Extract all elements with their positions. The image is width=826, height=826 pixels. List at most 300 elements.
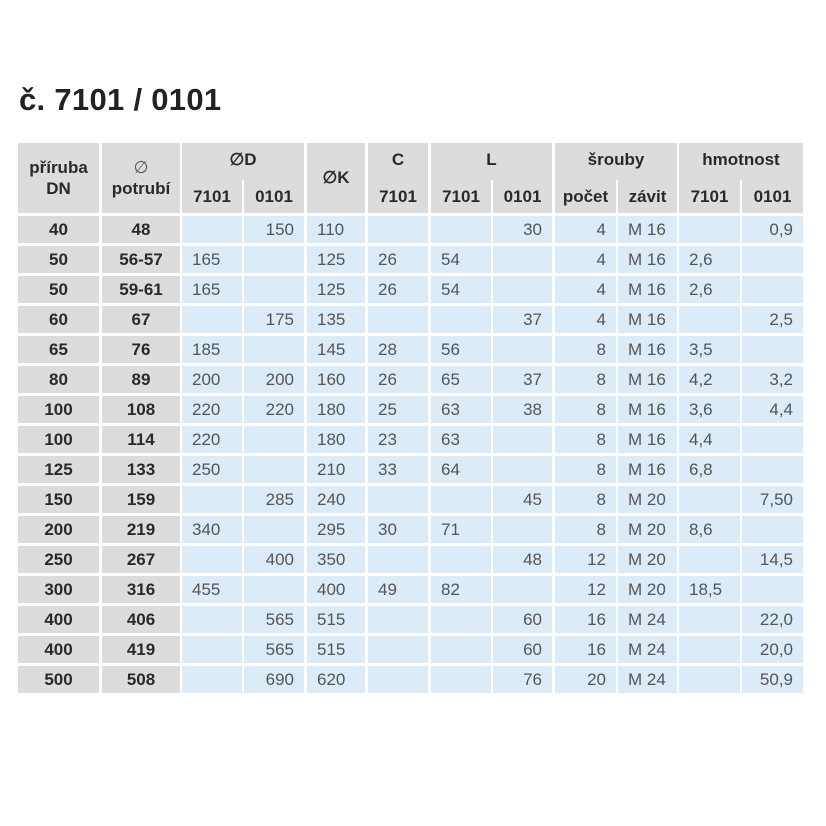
cell-value: 300 [44,579,73,599]
cell-d0101 [244,276,304,303]
header-d-0101: 0101 [255,187,293,206]
header-c-7101: 7101 [379,187,417,206]
cell-c7101 [368,276,428,303]
cell-value: 690 [265,669,294,689]
header-k-label: ∅K [322,168,350,187]
cell-value: 38 [523,399,542,419]
cell-dn [18,276,99,303]
cell-m7101 [679,516,740,543]
cell-potrubi [102,486,180,513]
cell-m7101 [679,486,740,513]
cell-value: 30 [523,219,542,239]
cell-value: 515 [317,609,346,629]
cell-dn [18,486,99,513]
cell-d0101 [244,546,304,573]
cell-l7101 [431,216,491,243]
cell-value: 48 [131,219,151,239]
cell-m0101 [742,606,803,633]
cell-l0101 [493,426,552,453]
cell-value: M 20 [628,579,666,599]
cell-potrubi [102,576,180,603]
cell-value: 60 [523,609,542,629]
cell-l7101 [431,516,491,543]
cell-value: 50 [49,249,68,269]
header-potrubi-label: potrubí [111,179,171,198]
cell-value: 76 [131,339,151,359]
cell-c7101 [368,636,428,663]
cell-value: 165 [192,279,221,299]
cell-value: 455 [192,579,221,599]
cell-zavit [618,336,677,363]
cell-pocet [555,486,616,513]
cell-value: 26 [378,279,397,299]
cell-value: M 16 [628,459,666,479]
cell-m7101 [679,576,740,603]
cell-value: 159 [126,489,156,509]
cell-potrubi [102,636,180,663]
diameter-symbol-icon: ∅ [133,158,149,177]
cell-value: M 16 [628,279,666,299]
cell-value: 33 [378,459,397,479]
cell-value: 3,2 [769,369,793,389]
cell-dn [18,576,99,603]
cell-value: 8 [596,429,606,449]
cell-d7101 [182,306,242,333]
cell-value: 100 [44,399,73,419]
cell-value: 316 [126,579,156,599]
cell-value: 4 [596,219,606,239]
cell-m7101 [679,216,740,243]
cell-value: 26 [378,249,397,269]
cell-pocet [555,576,616,603]
cell-dn [18,666,99,693]
cell-value: 180 [317,429,346,449]
cell-m0101 [742,546,803,573]
cell-potrubi [102,426,180,453]
cell-value: 45 [523,489,542,509]
cell-value: 67 [131,309,151,329]
cell-dn [18,396,99,423]
cell-value: 63 [441,429,460,449]
cell-k [307,276,365,303]
cell-potrubi [102,216,180,243]
cell-d7101 [182,426,242,453]
cell-k [307,216,365,243]
header-priruba-label: příruba [29,158,88,177]
cell-value: 419 [126,639,156,659]
cell-value: 4,4 [769,399,793,419]
header-pipe-diameter [102,143,180,213]
cell-value: 8 [596,489,606,509]
header-weight-0101: 0101 [753,187,792,206]
cell-value: 40 [49,219,68,239]
cell-d7101 [182,606,242,633]
cell-d7101 [182,396,242,423]
cell-l0101 [493,366,552,393]
cell-l0101 [493,576,552,603]
cell-potrubi [102,336,180,363]
cell-zavit [618,276,677,303]
cell-value: 56 [441,339,460,359]
cell-value: 220 [192,429,221,449]
cell-k [307,306,365,333]
cell-potrubi [102,666,180,693]
cell-d0101 [244,396,304,423]
cell-m0101 [742,456,803,483]
cell-value: 8 [596,369,606,389]
cell-zavit [618,606,677,633]
cell-pocet [555,426,616,453]
cell-value: 150 [44,489,73,509]
cell-value: 71 [441,519,460,539]
cell-value: 267 [126,549,156,569]
cell-c7101 [368,486,428,513]
cell-zavit [618,516,677,543]
cell-potrubi [102,396,180,423]
cell-d7101 [182,246,242,273]
cell-value: M 24 [628,639,666,659]
cell-c7101 [368,456,428,483]
cell-value: 3,5 [689,339,713,359]
cell-c7101 [368,426,428,453]
cell-value: M 16 [628,429,666,449]
cell-value: 114 [127,429,155,449]
cell-l7101 [431,486,491,513]
cell-k [307,456,365,483]
cell-value: M 16 [628,249,666,269]
cell-zavit [618,306,677,333]
cell-zavit [618,576,677,603]
cell-k [307,606,365,633]
cell-value: 8 [596,519,606,539]
cell-pocet [555,516,616,543]
cell-m7101 [679,366,740,393]
cell-c7101 [368,606,428,633]
cell-value: 175 [265,309,294,329]
cell-c7101 [368,246,428,273]
cell-value: 22,0 [759,609,793,629]
cell-l0101 [493,456,552,483]
cell-value: 82 [441,579,460,599]
cell-l0101 [493,396,552,423]
cell-m0101 [742,306,803,333]
cell-value: 65 [49,339,68,359]
cell-value: 16 [587,609,606,629]
cell-pocet [555,306,616,333]
cell-c7101 [368,516,428,543]
cell-d0101 [244,606,304,633]
cell-l0101 [493,306,552,333]
cell-value: 620 [317,669,346,689]
cell-d0101 [244,516,304,543]
cell-l0101 [493,246,552,273]
cell-value: 515 [317,639,346,659]
cell-value: 25 [378,399,397,419]
cell-l7101 [431,606,491,633]
cell-value: 4 [596,309,606,329]
cell-value: 180 [317,399,346,419]
cell-d7101 [182,636,242,663]
cell-value: M 16 [628,369,666,389]
cell-value: 133 [126,459,156,479]
cell-l7101 [431,636,491,663]
page-title: č. 7101 / 0101 [19,82,222,117]
cell-m7101 [679,456,740,483]
cell-value: 565 [265,609,294,629]
cell-value: 2,6 [689,249,713,269]
cell-value: 37 [523,309,542,329]
cell-l0101 [493,276,552,303]
cell-l7101 [431,246,491,273]
cell-value: 14,5 [759,549,793,569]
header-dn-label: DN [46,179,71,198]
cell-value: 565 [265,639,294,659]
cell-l0101 [493,516,552,543]
cell-value: 63 [441,399,460,419]
cell-l0101 [493,486,552,513]
cell-m0101 [742,576,803,603]
cell-k [307,366,365,393]
cell-d0101 [244,366,304,393]
cell-pocet [555,336,616,363]
cell-pocet [555,606,616,633]
cell-potrubi [102,306,180,333]
cell-value: 185 [192,339,221,359]
cell-value: 12 [587,549,606,569]
cell-d7101 [182,486,242,513]
cell-value: 125 [44,459,73,479]
cell-dn [18,366,99,393]
header-l-0101: 0101 [503,187,542,206]
cell-d7101 [182,216,242,243]
cell-d7101 [182,366,242,393]
cell-value: 150 [265,219,294,239]
cell-l7101 [431,426,491,453]
cell-m7101 [679,666,740,693]
cell-value: 400 [44,639,73,659]
cell-value: 23 [378,429,397,449]
cell-value: 60 [523,639,542,659]
header-bolts-label: šrouby [587,150,645,169]
cell-value: 160 [317,369,346,389]
cell-value: 6,8 [689,459,713,479]
cell-l0101 [493,606,552,633]
cell-d7101 [182,546,242,573]
cell-value: 8 [596,339,606,359]
cell-dn [18,456,99,483]
cell-dn [18,306,99,333]
cell-d0101 [244,456,304,483]
cell-value: 7,50 [759,489,793,509]
cell-m7101 [679,276,740,303]
cell-l7101 [431,576,491,603]
cell-value: M 24 [628,669,666,689]
cell-value: 49 [378,579,397,599]
cell-value: 220 [192,399,221,419]
cell-d0101 [244,336,304,363]
cell-c7101 [368,396,428,423]
cell-d7101 [182,666,242,693]
cell-dn [18,516,99,543]
cell-k [307,426,365,453]
cell-d7101 [182,576,242,603]
cell-value: 250 [192,459,221,479]
cell-pocet [555,276,616,303]
cell-l7101 [431,456,491,483]
cell-l0101 [493,546,552,573]
cell-value: 28 [378,339,397,359]
cell-value: M 16 [628,309,666,329]
cell-m0101 [742,276,803,303]
cell-k [307,396,365,423]
cell-value: 54 [441,279,460,299]
header-l-label: L [486,150,497,169]
cell-potrubi [102,516,180,543]
cell-zavit [618,366,677,393]
cell-d0101 [244,246,304,273]
cell-value: 2,6 [689,279,713,299]
cell-pocet [555,666,616,693]
cell-pocet [555,366,616,393]
cell-value: 145 [317,339,346,359]
cell-value: 18,5 [689,579,723,599]
cell-l7101 [431,306,491,333]
cell-value: 340 [192,519,221,539]
cell-value: 64 [441,459,460,479]
cell-value: 200 [265,369,294,389]
cell-dn [18,546,99,573]
cell-d7101 [182,336,242,363]
cell-value: 400 [317,579,346,599]
cell-value: 100 [44,429,73,449]
cell-value: 210 [317,459,346,479]
cell-value: 37 [523,369,542,389]
cell-value: 8 [596,399,606,419]
cell-value: 12 [587,579,606,599]
cell-value: M 20 [628,549,666,569]
cell-pocet [555,246,616,273]
cell-potrubi [102,366,180,393]
cell-value: 50,9 [759,669,793,689]
cell-value: 20,0 [759,639,793,659]
cell-dn [18,216,99,243]
cell-value: 2,5 [769,309,793,329]
cell-value: 200 [192,369,221,389]
cell-l7101 [431,666,491,693]
cell-m7101 [679,426,740,453]
cell-pocet [555,636,616,663]
cell-l7101 [431,546,491,573]
cell-l7101 [431,396,491,423]
cell-value: 48 [523,549,542,569]
cell-c7101 [368,666,428,693]
cell-value: 400 [44,609,73,629]
cell-value: 125 [317,249,346,269]
cell-zavit [618,396,677,423]
cell-potrubi [102,276,180,303]
cell-d7101 [182,516,242,543]
cell-value: 285 [265,489,294,509]
cell-value: M 24 [628,609,666,629]
cell-zavit [618,636,677,663]
cell-c7101 [368,336,428,363]
cell-d0101 [244,306,304,333]
cell-value: 508 [126,669,156,689]
cell-value: 30 [378,519,397,539]
cell-k [307,516,365,543]
cell-value: 76 [523,669,542,689]
cell-zavit [618,456,677,483]
cell-value: 60 [49,309,68,329]
cell-m0101 [742,426,803,453]
cell-m0101 [742,336,803,363]
cell-dn [18,336,99,363]
cell-value: 50 [49,279,68,299]
cell-value: M 16 [628,339,666,359]
cell-value: 108 [126,399,156,419]
cell-m0101 [742,666,803,693]
cell-value: 4 [596,249,606,269]
cell-potrubi [102,456,180,483]
cell-d0101 [244,576,304,603]
cell-potrubi [102,606,180,633]
cell-d0101 [244,426,304,453]
cell-dn [18,606,99,633]
cell-d0101 [244,486,304,513]
cell-m7101 [679,636,740,663]
cell-zavit [618,666,677,693]
cell-d0101 [244,216,304,243]
cell-value: 4,4 [689,429,713,449]
cell-zavit [618,426,677,453]
cell-c7101 [368,546,428,573]
cell-value: 59-61 [119,279,163,299]
cell-l7101 [431,336,491,363]
cell-l0101 [493,636,552,663]
cell-c7101 [368,576,428,603]
cell-m7101 [679,246,740,273]
cell-value: 295 [317,519,346,539]
cell-l7101 [431,276,491,303]
cell-m0101 [742,486,803,513]
cell-zavit [618,486,677,513]
cell-d0101 [244,636,304,663]
cell-value: 125 [317,279,346,299]
cell-m7101 [679,546,740,573]
cell-l7101 [431,366,491,393]
header-weight-label: hmotnost [702,150,780,169]
header-d-label: ∅D [229,150,257,169]
cell-value: 54 [441,249,460,269]
cell-l0101 [493,666,552,693]
cell-potrubi [102,246,180,273]
cell-value: 26 [378,369,397,389]
cell-m0101 [742,636,803,663]
cell-value: 4 [596,279,606,299]
cell-value: 135 [317,309,346,329]
cell-m0101 [742,246,803,273]
cell-value: 4,2 [689,369,713,389]
cell-d7101 [182,276,242,303]
cell-value: 16 [587,639,606,659]
header-bolts-thread: závit [628,187,667,206]
cell-value: 8,6 [689,519,713,539]
cell-value: 3,6 [689,399,713,419]
cell-value: 56-57 [119,249,163,269]
cell-value: 200 [44,519,73,539]
cell-value: 20 [587,669,606,689]
cell-zavit [618,546,677,573]
